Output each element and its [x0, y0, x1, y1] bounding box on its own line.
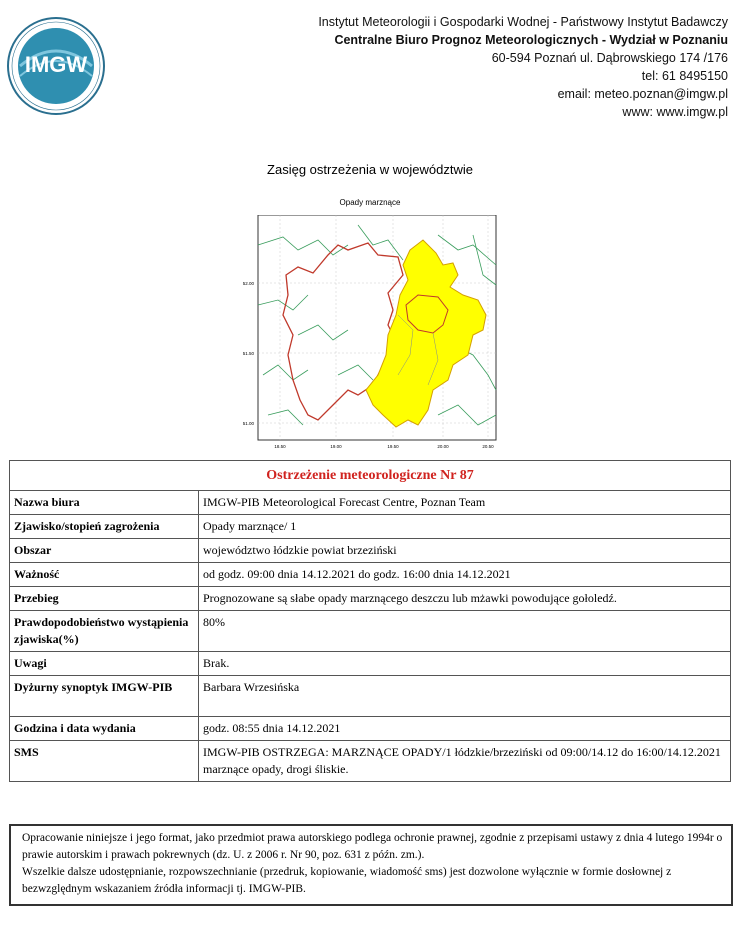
imgw-logo: [6, 16, 106, 116]
table-row: [10, 587, 731, 611]
lon-label: 20.00: [437, 444, 449, 449]
lon-label: 20.50: [482, 444, 494, 449]
copyright-notice: [9, 824, 733, 906]
row-value: IMGW-PIB Meteorological Forecast Centre, Poznan Team: [199, 491, 731, 515]
row-value: województwo łódzkie powiat brzeziński: [199, 539, 731, 563]
row-label: Godzina i data wydania: [10, 717, 199, 741]
row-value: Prognozowane są słabe opady marznącego deszczu lub mżawki powodujące gołoledź.: [199, 587, 731, 611]
row-label: SMS: [10, 741, 199, 782]
row-label: Prawdopodobieństwo wystąpienia zjawiska(%): [10, 611, 199, 652]
table-row: [10, 611, 731, 652]
address: 60-594 Poznań ul. Dąbrowskiego 174 /176: [491, 51, 728, 65]
phone: tel: 61 8495150: [641, 69, 728, 83]
map-subtitle: Opady marznące: [339, 198, 401, 207]
website[interactable]: www: www.imgw.pl: [622, 105, 728, 119]
lat-label: 51.00: [242, 421, 254, 426]
row-value: Barbara Wrzesińska: [199, 676, 731, 717]
row-value: godz. 08:55 dnia 14.12.2021: [199, 717, 731, 741]
org-name: Instytut Meteorologii i Gospodarki Wodnej - Państwowy Instytut Badawczy: [318, 15, 728, 29]
distribution-paragraph: Wszelkie dalsze udostępnianie, rozpowszechnianie (przedruk, kopiowanie, wiadomość sms) jest dozwolone wyłącznie w formie dosłownej z bezwzględnym wskazaniem źródła informacji tj. IMGW-PIB.: [22, 866, 672, 895]
row-label: Ważność: [10, 563, 199, 587]
row-label: Zjawisko/stopień zagrożenia: [10, 515, 199, 539]
table-row: [10, 741, 731, 782]
lat-label: 51.50: [242, 351, 254, 356]
email[interactable]: email: meteo.poznan@imgw.pl: [557, 87, 728, 101]
row-label: Uwagi: [10, 652, 199, 676]
logo-text: IMGW: [24, 52, 88, 77]
lat-label: 52.00: [242, 281, 254, 286]
warning-title: Ostrzeżenie meteorologiczne Nr 87: [10, 461, 731, 491]
row-value: 80%: [199, 611, 731, 652]
row-label: Nazwa biura: [10, 491, 199, 515]
table-row: [10, 491, 731, 515]
warning-table: [9, 460, 731, 782]
copyright-paragraph: Opracowanie niniejsze i jego format, jako przedmiot prawa autorskiego podlega ochronie prawnej, zgodnie z przepisami ustawy z dnia 4 lutego 1994r o prawie autorskim i prawach pokrewnych (dz. U. z 2006 r. Nr 90, poz. 631 z późn. zm.).: [22, 832, 723, 861]
table-row: [10, 717, 731, 741]
row-value: Opady marznące/ 1: [199, 515, 731, 539]
row-label: Dyżurny synoptyk IMGW-PIB: [10, 676, 199, 717]
table-row: [10, 676, 731, 717]
table-row: [10, 563, 731, 587]
row-value: od godz. 09:00 dnia 14.12.2021 do godz. 16:00 dnia 14.12.2021: [199, 563, 731, 587]
table-row: [10, 652, 731, 676]
lon-label: 19.50: [387, 444, 399, 449]
row-value: IMGW-PIB OSTRZEGA: MARZNĄCE OPADY/1 łódzkie/brzeziński od 09:00/14.12 do 16:00/14.12.2021 marznące opady, drogi śliskie.: [199, 741, 731, 782]
table-row: [10, 515, 731, 539]
warning-map: [238, 215, 508, 455]
table-row: [10, 539, 731, 563]
row-label: Przebieg: [10, 587, 199, 611]
header-contact: [318, 13, 728, 121]
lon-label: 18.50: [274, 444, 286, 449]
row-value: Brak.: [199, 652, 731, 676]
row-label: Obszar: [10, 539, 199, 563]
department-name: Centralne Biuro Prognoz Meteorologicznych - Wydział w Poznaniu: [334, 33, 728, 47]
map-title: Zasięg ostrzeżenia w województwie: [267, 162, 473, 177]
lon-label: 19.00: [330, 444, 342, 449]
